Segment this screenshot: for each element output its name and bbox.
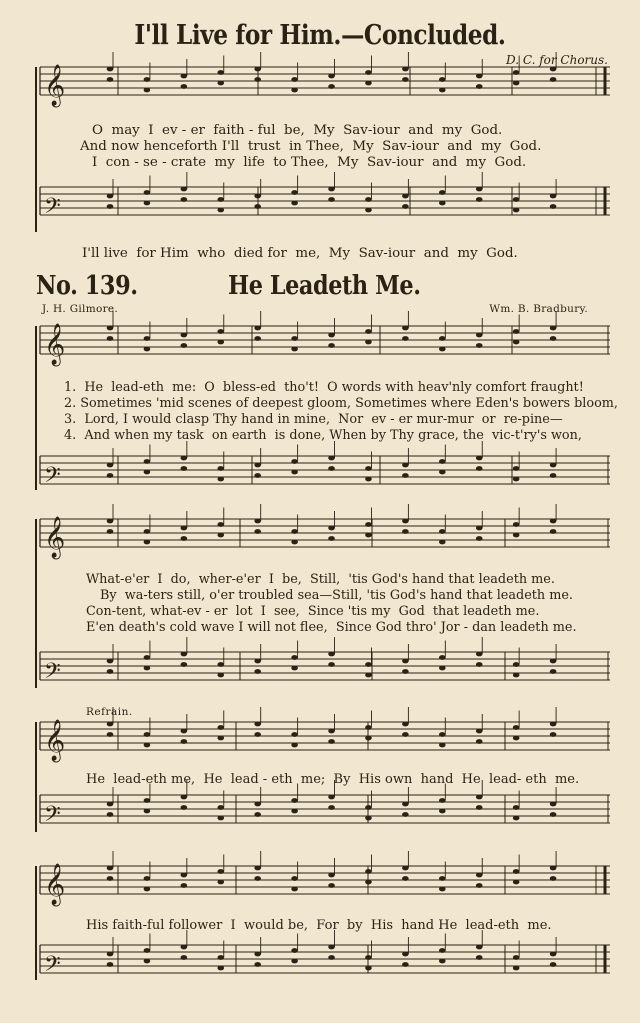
music-credit: Wm. B. Bradbury. bbox=[489, 303, 588, 315]
note-head bbox=[365, 673, 372, 678]
note-head bbox=[550, 326, 557, 331]
note-head bbox=[476, 197, 483, 202]
note-head bbox=[550, 876, 557, 881]
note-head bbox=[365, 805, 372, 810]
note-head bbox=[328, 873, 335, 878]
note-head bbox=[107, 473, 114, 478]
verse-line: 1. He lead-eth me: O bless-ed tho't! O words with heav'nly comfort fraught! bbox=[64, 380, 584, 395]
note-head bbox=[402, 204, 409, 209]
note-head bbox=[291, 666, 298, 671]
note-head bbox=[402, 812, 409, 817]
note-head bbox=[217, 466, 224, 471]
note-head bbox=[513, 966, 520, 971]
verse-line: Con-tent, what-ev - er lot I see, Since 'tis my God that leadeth me. bbox=[86, 604, 540, 619]
note-head bbox=[550, 473, 557, 478]
note-head bbox=[328, 652, 335, 657]
note-head bbox=[513, 466, 520, 471]
note-head bbox=[550, 204, 557, 209]
note-head bbox=[144, 948, 151, 953]
note-head bbox=[217, 329, 224, 334]
note-head bbox=[254, 866, 261, 871]
clef-symbol: 𝄞 bbox=[44, 864, 66, 905]
verse-line: What-e'er I do, wher-e'er I be, Still, 'tis God's hand that leadeth me. bbox=[86, 572, 555, 587]
note-head bbox=[107, 204, 114, 209]
clef-symbol: 𝄞 bbox=[44, 517, 66, 558]
note-head bbox=[217, 208, 224, 213]
note-head bbox=[107, 722, 114, 727]
note-head bbox=[181, 883, 188, 888]
note-head bbox=[476, 333, 483, 338]
note-head bbox=[439, 798, 446, 803]
note-head bbox=[439, 809, 446, 814]
note-head bbox=[107, 463, 114, 468]
note-head bbox=[254, 659, 261, 664]
note-head bbox=[144, 666, 151, 671]
note-head bbox=[550, 336, 557, 341]
refrain-lyric: His faith-ful follower I would be, For by His hand He lead-eth me. bbox=[86, 918, 552, 933]
note-head bbox=[439, 876, 446, 881]
note-head bbox=[365, 880, 372, 885]
note-head bbox=[144, 732, 151, 737]
note-head bbox=[402, 519, 409, 524]
note-head bbox=[291, 347, 298, 352]
note-head bbox=[144, 876, 151, 881]
note-head bbox=[144, 743, 151, 748]
note-head bbox=[107, 866, 114, 871]
note-head bbox=[107, 802, 114, 807]
note-head bbox=[550, 659, 557, 664]
note-head bbox=[402, 669, 409, 674]
note-head bbox=[365, 662, 372, 667]
note-head bbox=[476, 466, 483, 471]
note-head bbox=[217, 533, 224, 538]
hymn-number: No. 139. bbox=[36, 271, 138, 301]
note-head bbox=[402, 952, 409, 957]
note-head bbox=[181, 945, 188, 950]
note-head bbox=[144, 959, 151, 964]
note-head bbox=[144, 540, 151, 545]
note-head bbox=[439, 347, 446, 352]
note-head bbox=[107, 876, 114, 881]
note-head bbox=[550, 812, 557, 817]
note-head bbox=[291, 190, 298, 195]
note-head bbox=[513, 662, 520, 667]
note-head bbox=[181, 795, 188, 800]
verse-line: And now henceforth I'll trust in Thee, My Sav-iour and my God. bbox=[80, 139, 542, 154]
note-head bbox=[513, 955, 520, 960]
note-head bbox=[291, 887, 298, 892]
note-head bbox=[107, 732, 114, 737]
note-head bbox=[217, 816, 224, 821]
note-head bbox=[144, 347, 151, 352]
clef-symbol: 𝄢 bbox=[44, 952, 61, 982]
note-head bbox=[217, 340, 224, 345]
note-head bbox=[402, 866, 409, 871]
note-head bbox=[328, 526, 335, 531]
note-head bbox=[439, 887, 446, 892]
note-head bbox=[144, 655, 151, 660]
note-head bbox=[291, 529, 298, 534]
note-head bbox=[181, 187, 188, 192]
note-head bbox=[181, 873, 188, 878]
note-head bbox=[217, 725, 224, 730]
note-head bbox=[550, 722, 557, 727]
note-head bbox=[291, 201, 298, 206]
note-head bbox=[328, 333, 335, 338]
note-head bbox=[144, 798, 151, 803]
note-head bbox=[181, 456, 188, 461]
note-head bbox=[217, 869, 224, 874]
note-head bbox=[291, 948, 298, 953]
note-head bbox=[402, 194, 409, 199]
note-head bbox=[328, 456, 335, 461]
note-head bbox=[513, 208, 520, 213]
note-head bbox=[181, 729, 188, 734]
note-head bbox=[144, 470, 151, 475]
note-head bbox=[254, 722, 261, 727]
note-head bbox=[550, 669, 557, 674]
note-head bbox=[476, 805, 483, 810]
note-head bbox=[107, 529, 114, 534]
note-head bbox=[144, 336, 151, 341]
verse-line: O may I ev - er faith - ful be, My Sav-iour and my God. bbox=[92, 123, 503, 138]
note-head bbox=[513, 329, 520, 334]
note-head bbox=[439, 336, 446, 341]
verse-line: 4. And when my task on earth is done, When by Thy grace, the vic-t'ry's won, bbox=[64, 428, 582, 443]
note-head bbox=[217, 477, 224, 482]
note-head bbox=[254, 473, 261, 478]
note-head bbox=[328, 343, 335, 348]
note-head bbox=[291, 809, 298, 814]
note-head bbox=[365, 208, 372, 213]
note-head bbox=[291, 655, 298, 660]
verse-line: 3. Lord, I would clasp Thy hand in mine, Nor ev - er mur-mur or re-pine— bbox=[64, 412, 563, 427]
note-head bbox=[476, 945, 483, 950]
note-head bbox=[217, 955, 224, 960]
note-head bbox=[402, 473, 409, 478]
note-head bbox=[513, 805, 520, 810]
verse-line: 2. Sometimes 'mid scenes of deepest gloom, Sometimes where Eden's bowers bloom, bbox=[64, 396, 619, 411]
note-head bbox=[439, 666, 446, 671]
note-head bbox=[291, 959, 298, 964]
note-head bbox=[254, 463, 261, 468]
note-head bbox=[254, 336, 261, 341]
note-head bbox=[291, 876, 298, 881]
note-head bbox=[550, 194, 557, 199]
note-head bbox=[144, 190, 151, 195]
note-head bbox=[254, 529, 261, 534]
note-head bbox=[550, 519, 557, 524]
note-head bbox=[550, 952, 557, 957]
note-head bbox=[328, 466, 335, 471]
clef-symbol: 𝄞 bbox=[44, 720, 66, 761]
refrain-label: Refrain. bbox=[86, 706, 133, 718]
note-head bbox=[254, 876, 261, 881]
note-head bbox=[217, 197, 224, 202]
note-head bbox=[513, 522, 520, 527]
note-head bbox=[402, 802, 409, 807]
note-head bbox=[439, 459, 446, 464]
words-credit: J. H. Gilmore. bbox=[42, 303, 119, 315]
verse-line: E'en death's cold wave I will not flee, Since God thro' Jor - dan leadeth me. bbox=[86, 620, 577, 635]
note-head bbox=[107, 812, 114, 817]
note-head bbox=[328, 739, 335, 744]
note-head bbox=[107, 962, 114, 967]
note-head bbox=[439, 540, 446, 545]
note-head bbox=[254, 204, 261, 209]
note-head bbox=[513, 736, 520, 741]
note-head bbox=[402, 529, 409, 534]
note-head bbox=[181, 197, 188, 202]
note-head bbox=[181, 739, 188, 744]
note-head bbox=[513, 477, 520, 482]
verse-line: I con - se - crate my life to Thee, My Sav-iour and my God. bbox=[92, 155, 527, 170]
note-head bbox=[181, 955, 188, 960]
note-head bbox=[513, 816, 520, 821]
note-head bbox=[402, 722, 409, 727]
note-head bbox=[513, 673, 520, 678]
note-head bbox=[476, 729, 483, 734]
note-head bbox=[365, 533, 372, 538]
note-head bbox=[476, 652, 483, 657]
verse-line: By wa-ters still, o'er troubled sea—Still, 'tis God's hand that leadeth me. bbox=[100, 588, 574, 603]
note-head bbox=[513, 725, 520, 730]
note-head bbox=[328, 187, 335, 192]
note-head bbox=[217, 662, 224, 667]
note-head bbox=[291, 540, 298, 545]
note-head bbox=[513, 197, 520, 202]
note-head bbox=[107, 669, 114, 674]
note-head bbox=[513, 869, 520, 874]
note-head bbox=[439, 732, 446, 737]
note-head bbox=[254, 802, 261, 807]
note-head bbox=[144, 201, 151, 206]
note-head bbox=[365, 340, 372, 345]
note-head bbox=[291, 459, 298, 464]
chorus-line: I'll live for Him who died for me, My Sav-iour and my God. bbox=[82, 246, 518, 261]
page-title: I'll Live for Him.—Concluded. bbox=[134, 20, 506, 51]
note-head bbox=[254, 952, 261, 957]
note-head bbox=[402, 876, 409, 881]
note-head bbox=[217, 522, 224, 527]
note-head bbox=[181, 343, 188, 348]
note-head bbox=[365, 966, 372, 971]
clef-symbol: 𝄢 bbox=[44, 802, 61, 832]
note-head bbox=[107, 659, 114, 664]
note-head bbox=[254, 194, 261, 199]
note-head bbox=[291, 470, 298, 475]
note-head bbox=[476, 662, 483, 667]
dc-for-chorus-mark: D. C. for Chorus. bbox=[506, 53, 608, 67]
note-head bbox=[107, 326, 114, 331]
note-head bbox=[402, 962, 409, 967]
note-head bbox=[476, 187, 483, 192]
note-head bbox=[328, 197, 335, 202]
note-head bbox=[439, 201, 446, 206]
note-head bbox=[402, 463, 409, 468]
clef-symbol: 𝄢 bbox=[44, 463, 61, 493]
note-head bbox=[328, 805, 335, 810]
note-head bbox=[476, 955, 483, 960]
note-head bbox=[550, 463, 557, 468]
note-head bbox=[181, 652, 188, 657]
clef-symbol: 𝄞 bbox=[44, 65, 66, 106]
note-head bbox=[217, 966, 224, 971]
note-head bbox=[254, 519, 261, 524]
note-head bbox=[439, 948, 446, 953]
note-head bbox=[144, 809, 151, 814]
note-head bbox=[550, 529, 557, 534]
note-head bbox=[181, 526, 188, 531]
note-head bbox=[476, 343, 483, 348]
note-head bbox=[402, 732, 409, 737]
note-head bbox=[328, 883, 335, 888]
note-head bbox=[217, 736, 224, 741]
note-head bbox=[402, 336, 409, 341]
note-head bbox=[550, 802, 557, 807]
note-head bbox=[476, 526, 483, 531]
note-head bbox=[328, 795, 335, 800]
note-head bbox=[107, 194, 114, 199]
hymn-title: He Leadeth Me. bbox=[228, 271, 421, 301]
note-head bbox=[439, 743, 446, 748]
clef-symbol: 𝄢 bbox=[44, 659, 61, 689]
note-head bbox=[365, 736, 372, 741]
note-head bbox=[365, 869, 372, 874]
refrain-lyric: He lead-eth me, He lead - eth me; By His own hand He lead- eth me. bbox=[86, 772, 580, 787]
note-head bbox=[107, 519, 114, 524]
note-head bbox=[217, 880, 224, 885]
note-head bbox=[144, 459, 151, 464]
note-head bbox=[181, 466, 188, 471]
note-head bbox=[365, 522, 372, 527]
note-head bbox=[254, 812, 261, 817]
note-head bbox=[217, 805, 224, 810]
note-head bbox=[365, 197, 372, 202]
note-head bbox=[439, 529, 446, 534]
note-head bbox=[107, 336, 114, 341]
clef-symbol: 𝄢 bbox=[44, 194, 61, 224]
note-head bbox=[254, 962, 261, 967]
note-head bbox=[365, 477, 372, 482]
note-head bbox=[291, 798, 298, 803]
note-head bbox=[365, 329, 372, 334]
note-head bbox=[291, 732, 298, 737]
note-head bbox=[439, 959, 446, 964]
note-head bbox=[144, 887, 151, 892]
clef-symbol: 𝄞 bbox=[44, 324, 66, 365]
note-head bbox=[365, 816, 372, 821]
note-head bbox=[476, 536, 483, 541]
note-head bbox=[513, 880, 520, 885]
note-head bbox=[107, 952, 114, 957]
note-head bbox=[476, 873, 483, 878]
note-head bbox=[365, 725, 372, 730]
note-head bbox=[439, 470, 446, 475]
note-head bbox=[365, 955, 372, 960]
note-head bbox=[254, 669, 261, 674]
note-head bbox=[365, 466, 372, 471]
note-head bbox=[550, 732, 557, 737]
note-head bbox=[254, 326, 261, 331]
note-head bbox=[476, 795, 483, 800]
note-head bbox=[328, 729, 335, 734]
note-head bbox=[181, 805, 188, 810]
note-head bbox=[181, 333, 188, 338]
note-head bbox=[291, 336, 298, 341]
note-head bbox=[291, 743, 298, 748]
note-head bbox=[254, 732, 261, 737]
note-head bbox=[476, 883, 483, 888]
note-head bbox=[217, 673, 224, 678]
note-head bbox=[550, 866, 557, 871]
note-head bbox=[439, 655, 446, 660]
note-head bbox=[328, 955, 335, 960]
note-head bbox=[439, 190, 446, 195]
note-head bbox=[144, 529, 151, 534]
note-head bbox=[402, 659, 409, 664]
note-head bbox=[476, 456, 483, 461]
note-head bbox=[402, 326, 409, 331]
note-head bbox=[550, 962, 557, 967]
note-head bbox=[513, 340, 520, 345]
note-head bbox=[181, 536, 188, 541]
note-head bbox=[328, 945, 335, 950]
note-head bbox=[476, 739, 483, 744]
note-head bbox=[328, 536, 335, 541]
note-head bbox=[513, 533, 520, 538]
note-head bbox=[181, 662, 188, 667]
note-head bbox=[328, 662, 335, 667]
